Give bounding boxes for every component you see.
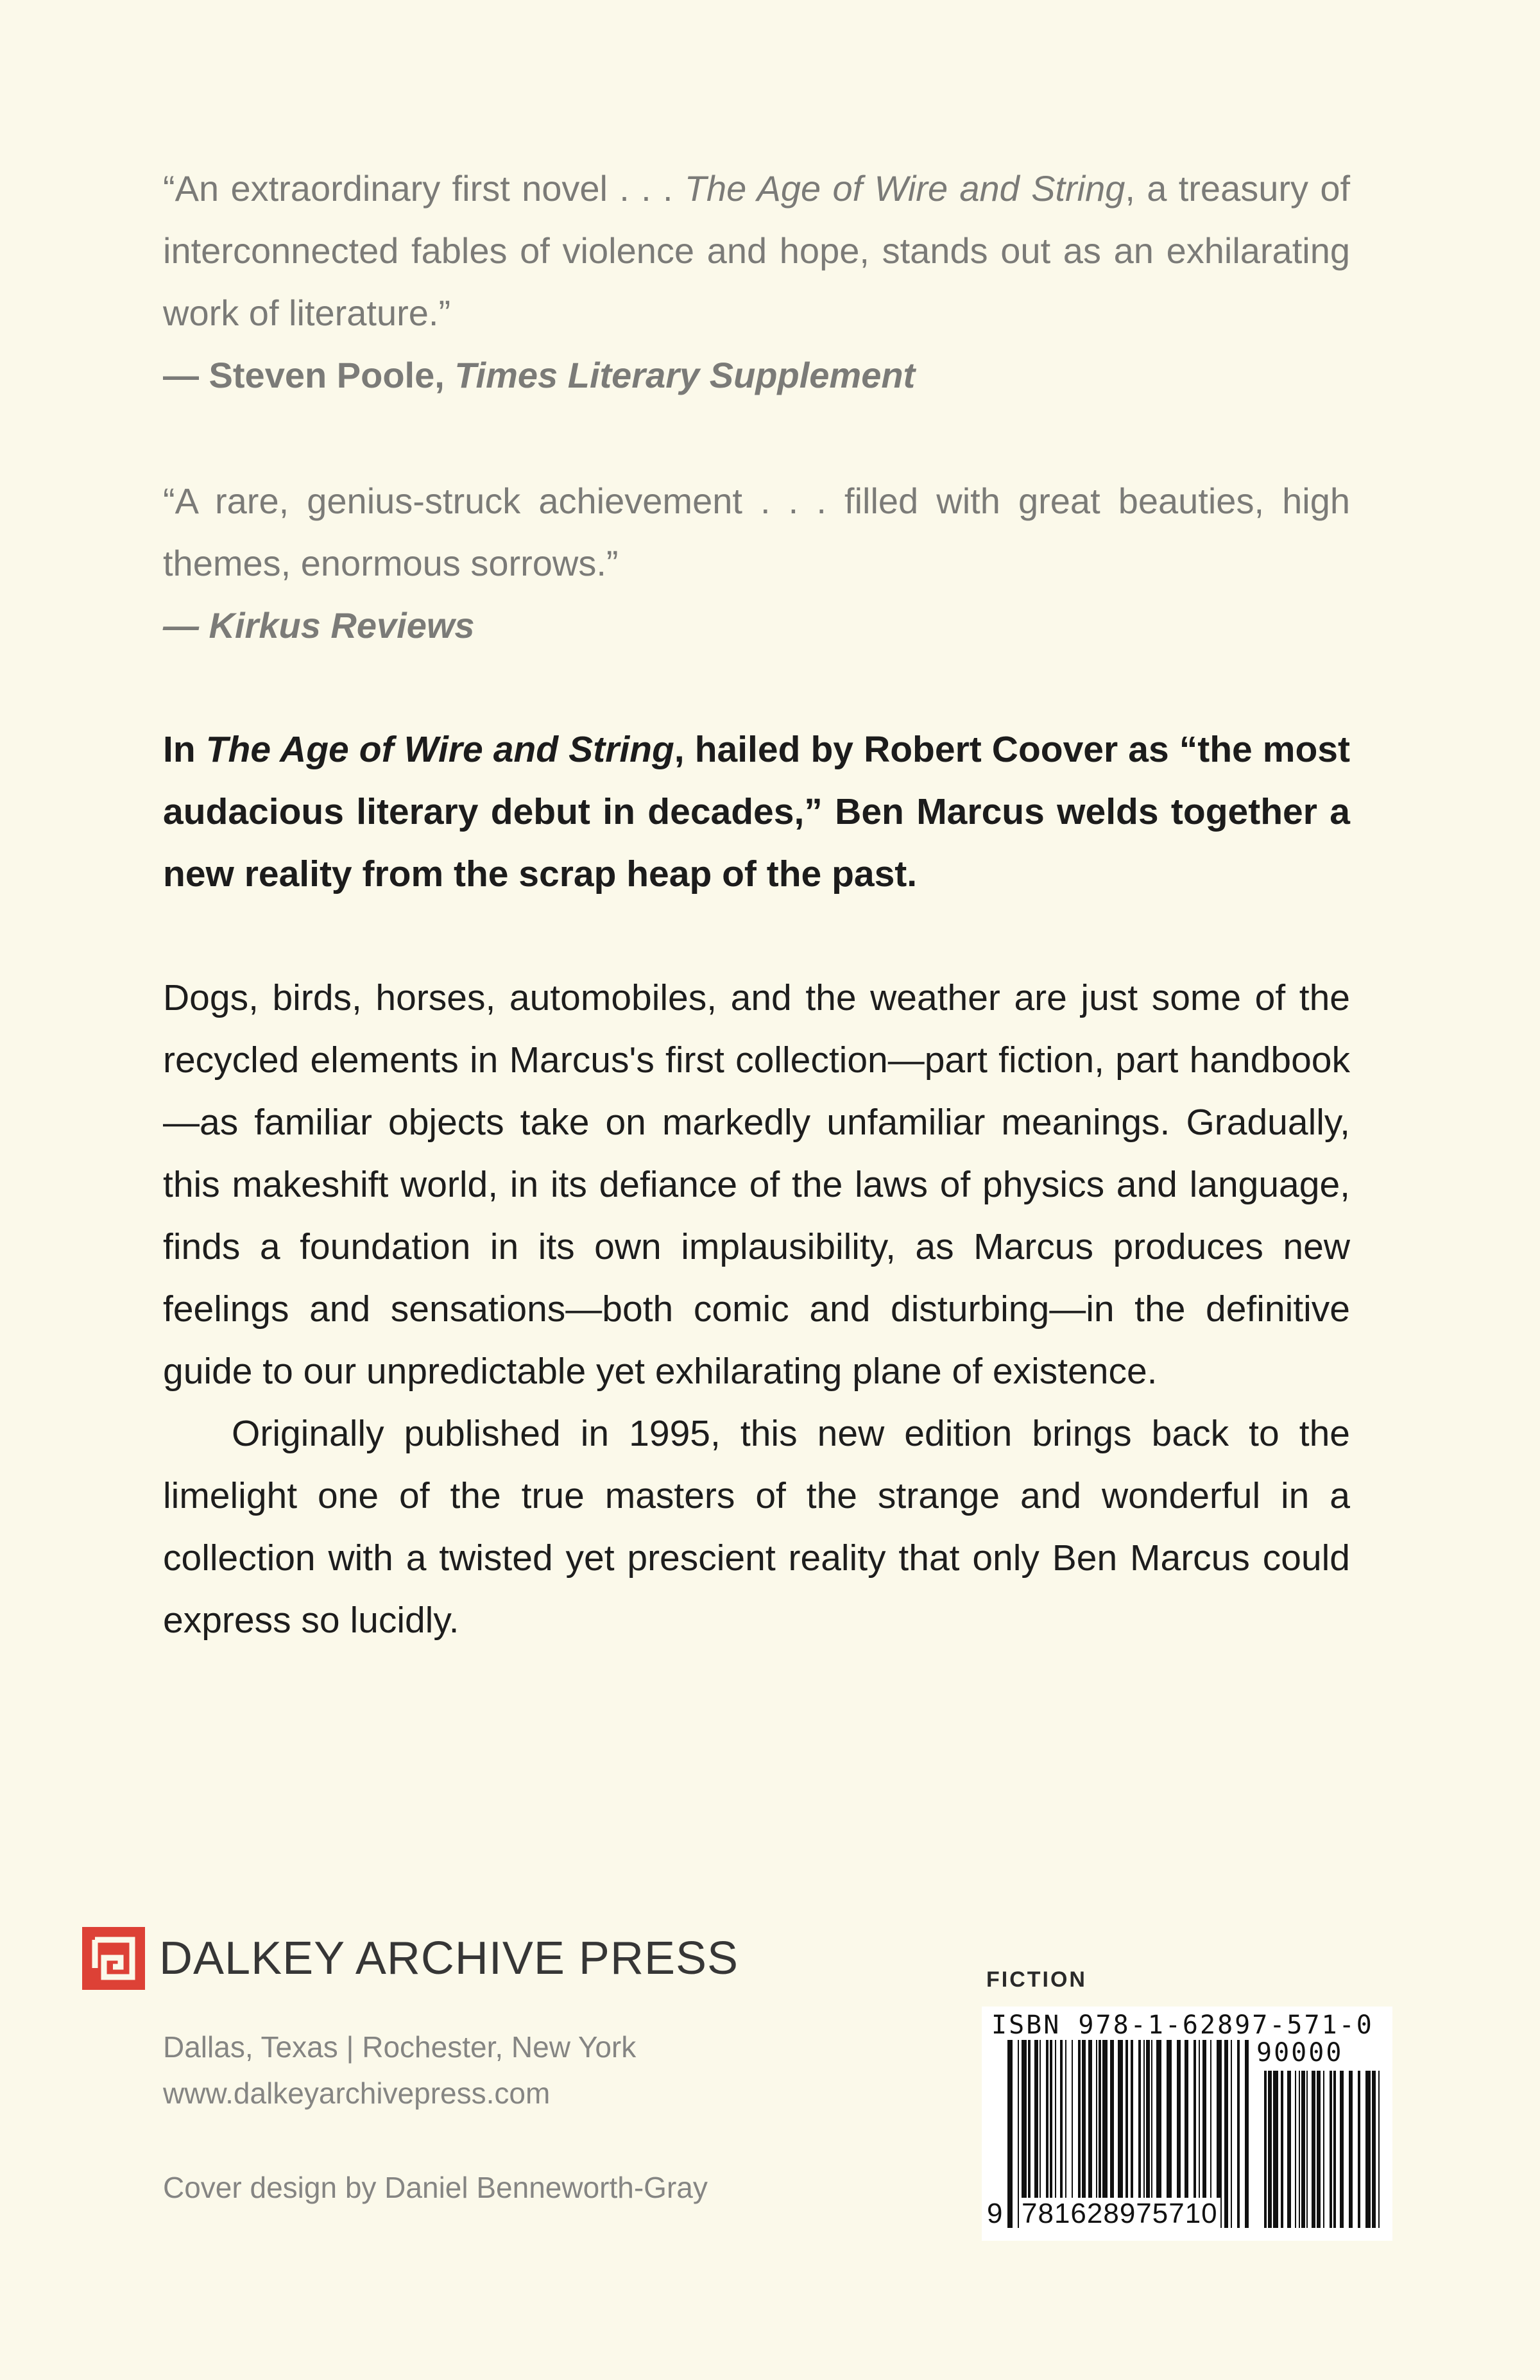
description-paragraph-1: Dogs, birds, horses, automobiles, and the weather are just some of the recycled elements in Marcus's first collection—part fiction, part handbook—as familiar objects take on markedly unfamiliar meanings. Gradually, this makeshift world, in its defiance of the laws of physics and language, finds a foundation in its own implausibility, as Marcus produces new feelings and sensations—both comic and disturbing—in the definitive guide to our unpredictable yet exhilarating plane of existence. bbox=[163, 977, 1350, 1392]
genre-label: FICTION bbox=[986, 1967, 1087, 1992]
barcode-bar bbox=[1330, 2071, 1332, 2228]
barcode-digit-string: 781628975710 bbox=[1019, 2198, 1220, 2230]
publisher-locations: Dallas, Texas | Rochester, New York bbox=[163, 2030, 637, 2064]
barcode-digits bbox=[982, 2198, 1258, 2236]
barcode-bar bbox=[1333, 2071, 1336, 2228]
barcode-bar bbox=[1281, 2071, 1283, 2228]
review-quote-1 bbox=[163, 157, 1350, 406]
quote-1-attribution-source: Times Literary Supplement bbox=[454, 355, 916, 395]
publisher-website: www.dalkeyarchivepress.com bbox=[163, 2076, 551, 2110]
quote-1-post: , a treasury of interconnected fables of violence and hope, stands out as an exhilarating work of literature.” bbox=[163, 168, 1351, 333]
barcode-bar bbox=[1365, 2071, 1371, 2228]
barcode-bar bbox=[1299, 2071, 1300, 2228]
barcode-bar bbox=[1268, 2071, 1272, 2228]
barcode-bar bbox=[1323, 2071, 1324, 2228]
isbn-barcode bbox=[982, 2007, 1392, 2241]
barcode-bar bbox=[1349, 2071, 1353, 2228]
lead-post: , hailed by Robert Coover as “the most audacious literary debut in decades,” Ben Marcus welds together a new reality from the scrap heap of the past. bbox=[163, 729, 1350, 895]
barcode-bar bbox=[1287, 2071, 1291, 2228]
barcode-bar bbox=[1306, 2071, 1308, 2228]
quote-1-attribution bbox=[163, 344, 1350, 406]
barcode-lead-digit: 9 bbox=[987, 2198, 1003, 2229]
quote-1-pre: “An extraordinary first novel . . . bbox=[163, 168, 685, 209]
barcode-bar bbox=[1340, 2071, 1344, 2228]
cover-credit: Cover design by Daniel Benneworth-Gray bbox=[163, 2171, 708, 2204]
publisher-logo-icon bbox=[82, 1927, 145, 1990]
lead-paragraph bbox=[163, 719, 1350, 905]
quote-2-attribution-source: — Kirkus Reviews bbox=[163, 605, 475, 646]
barcode-bar bbox=[1358, 2071, 1360, 2228]
lead-title: The Age of Wire and String bbox=[205, 729, 674, 770]
lead-pre: In bbox=[163, 729, 206, 770]
barcode-bar bbox=[1378, 2071, 1380, 2228]
barcode-bar bbox=[1317, 2071, 1321, 2228]
quote-1-attribution-name: — Steven Poole, bbox=[163, 355, 455, 395]
barcode-bar bbox=[1264, 2071, 1267, 2228]
barcode-bar bbox=[1312, 2071, 1315, 2228]
quote-2-attribution bbox=[163, 594, 1350, 656]
review-quote-2 bbox=[163, 470, 1350, 656]
description bbox=[163, 967, 1350, 1652]
publisher-name: DALKEY ARCHIVE PRESS bbox=[159, 1933, 739, 1984]
description-paragraph-2: Originally published in 1995, this new edition brings back to the limelight one of the true masters of the strange and wonderful in a collection with a twisted yet prescient reality that only Ben Marcus could express so lucidly. bbox=[163, 1413, 1350, 1641]
isbn-number: ISBN 978-1-62897-571-0 bbox=[991, 2010, 1374, 2040]
barcode-bar bbox=[1273, 2071, 1278, 2228]
barcode-bar bbox=[1301, 2071, 1305, 2228]
quote-2-text: “A rare, genius-struck achievement . . . filled with great beauties, high themes, enormous sorrows.” bbox=[163, 481, 1350, 583]
barcode-bar bbox=[1372, 2071, 1376, 2228]
price-code: 90000 bbox=[1256, 2038, 1344, 2068]
barcode-bar bbox=[1295, 2071, 1296, 2228]
quote-1-title: The Age of Wire and String bbox=[684, 168, 1125, 209]
